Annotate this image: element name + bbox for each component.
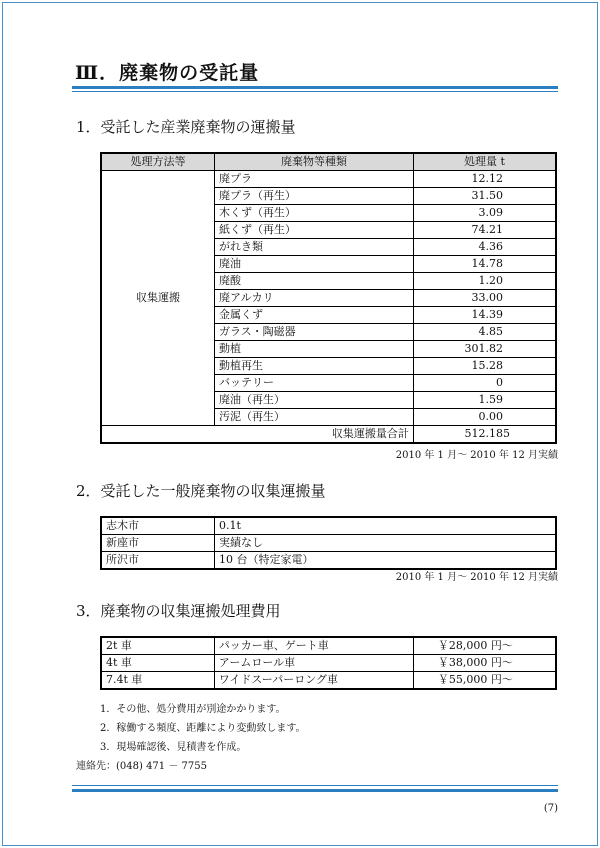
section1-period: 2010 年 1 月～ 2010 年 12 月実績 bbox=[395, 450, 558, 461]
amount-cell: 0 bbox=[413, 375, 556, 392]
amount-cell: 1.59 bbox=[413, 392, 556, 409]
transport-cost-table bbox=[100, 636, 557, 690]
waste-type-cell: 金属くず bbox=[215, 307, 414, 324]
table-row bbox=[101, 672, 556, 690]
waste-type-cell: 廃油 bbox=[215, 256, 414, 273]
amount-cell: 15.28 bbox=[413, 358, 556, 375]
table-header-row bbox=[101, 153, 556, 171]
section3-heading: 3．廃棄物の収集運搬処理費用 bbox=[76, 602, 281, 620]
price-cell: ￥55,000 円～ bbox=[413, 672, 556, 690]
collection-value-cell: 0.1t bbox=[215, 517, 556, 535]
waste-type-cell: がれき類 bbox=[215, 239, 414, 256]
total-row bbox=[101, 426, 556, 444]
total-label: 収集運搬量合計 bbox=[101, 426, 413, 444]
header-amount: 処理量 t bbox=[413, 153, 556, 171]
amount-cell: 1.20 bbox=[413, 273, 556, 290]
amount-cell: 3.09 bbox=[413, 205, 556, 222]
amount-cell: 33.00 bbox=[413, 290, 556, 307]
city-cell: 所沢市 bbox=[101, 552, 215, 570]
footer-rule-thin bbox=[72, 785, 558, 786]
table-row bbox=[101, 552, 556, 570]
table-row bbox=[101, 655, 556, 672]
note-2: 2．稼働する頻度、距離により変動致します。 bbox=[100, 723, 306, 734]
amount-cell: 31.50 bbox=[413, 188, 556, 205]
industrial-waste-table bbox=[100, 152, 557, 444]
table-row bbox=[101, 171, 556, 188]
waste-type-cell: 汚泥（再生） bbox=[215, 409, 414, 426]
table-row bbox=[101, 535, 556, 552]
section1-heading: 1．受託した産業廃棄物の運搬量 bbox=[76, 118, 296, 136]
waste-type-cell: 動植 bbox=[215, 341, 414, 358]
title-rule bbox=[72, 86, 558, 89]
title-rule-thin bbox=[72, 91, 558, 92]
amount-cell: 4.85 bbox=[413, 324, 556, 341]
footer-rule bbox=[72, 789, 558, 792]
waste-type-cell: 廃プラ（再生） bbox=[215, 188, 414, 205]
price-cell: ￥28,000 円～ bbox=[413, 637, 556, 655]
amount-cell: 301.82 bbox=[413, 341, 556, 358]
header-waste-type: 廃棄物等種類 bbox=[215, 153, 414, 171]
waste-type-cell: 廃酸 bbox=[215, 273, 414, 290]
waste-type-cell: 廃プラ bbox=[215, 171, 414, 188]
table-row bbox=[101, 637, 556, 655]
waste-type-cell: 木くず（再生） bbox=[215, 205, 414, 222]
truck-size-cell: 4t 車 bbox=[101, 655, 214, 672]
table-row bbox=[101, 517, 556, 535]
truck-size-cell: 2t 車 bbox=[101, 637, 214, 655]
page-number: (7) bbox=[543, 803, 558, 814]
amount-cell: 4.36 bbox=[413, 239, 556, 256]
section2-heading: 2．受託した一般廃棄物の収集運搬量 bbox=[76, 482, 326, 500]
total-value: 512.185 bbox=[413, 426, 556, 444]
amount-cell: 12.12 bbox=[413, 171, 556, 188]
waste-type-cell: 紙くず（再生） bbox=[215, 222, 414, 239]
method-cell: 収集運搬 bbox=[101, 171, 215, 426]
note-1: 1．その他、処分費用が別途かかります。 bbox=[100, 704, 286, 715]
truck-size-cell: 7.4t 車 bbox=[101, 672, 214, 690]
amount-cell: 14.78 bbox=[413, 256, 556, 273]
truck-type-cell: ワイドスーパーロング車 bbox=[214, 672, 413, 690]
amount-cell: 14.39 bbox=[413, 307, 556, 324]
collection-value-cell: 10 台（特定家電） bbox=[215, 552, 556, 570]
note-3: 3．現場確認後、見積書を作成。 bbox=[100, 742, 247, 753]
header-method: 処理方法等 bbox=[101, 153, 215, 171]
amount-cell: 74.21 bbox=[413, 222, 556, 239]
section2-period: 2010 年 1 月～ 2010 年 12 月実績 bbox=[395, 572, 558, 583]
city-cell: 新座市 bbox=[101, 535, 215, 552]
contact-info: 連絡先：(048) 471 － 7755 bbox=[76, 761, 207, 772]
waste-type-cell: ガラス・陶磁器 bbox=[215, 324, 414, 341]
general-waste-table bbox=[100, 516, 557, 570]
waste-type-cell: バッテリー bbox=[215, 375, 414, 392]
truck-type-cell: パッカー車、ゲート車 bbox=[214, 637, 413, 655]
page-title: Ⅲ．廃棄物の受託量 bbox=[75, 62, 260, 84]
waste-type-cell: 廃油（再生） bbox=[215, 392, 414, 409]
waste-type-cell: 動植再生 bbox=[215, 358, 414, 375]
amount-cell: 0.00 bbox=[413, 409, 556, 426]
truck-type-cell: アームロール車 bbox=[214, 655, 413, 672]
collection-value-cell: 実績なし bbox=[215, 535, 556, 552]
price-cell: ￥38,000 円～ bbox=[413, 655, 556, 672]
waste-type-cell: 廃アルカリ bbox=[215, 290, 414, 307]
city-cell: 志木市 bbox=[101, 517, 215, 535]
